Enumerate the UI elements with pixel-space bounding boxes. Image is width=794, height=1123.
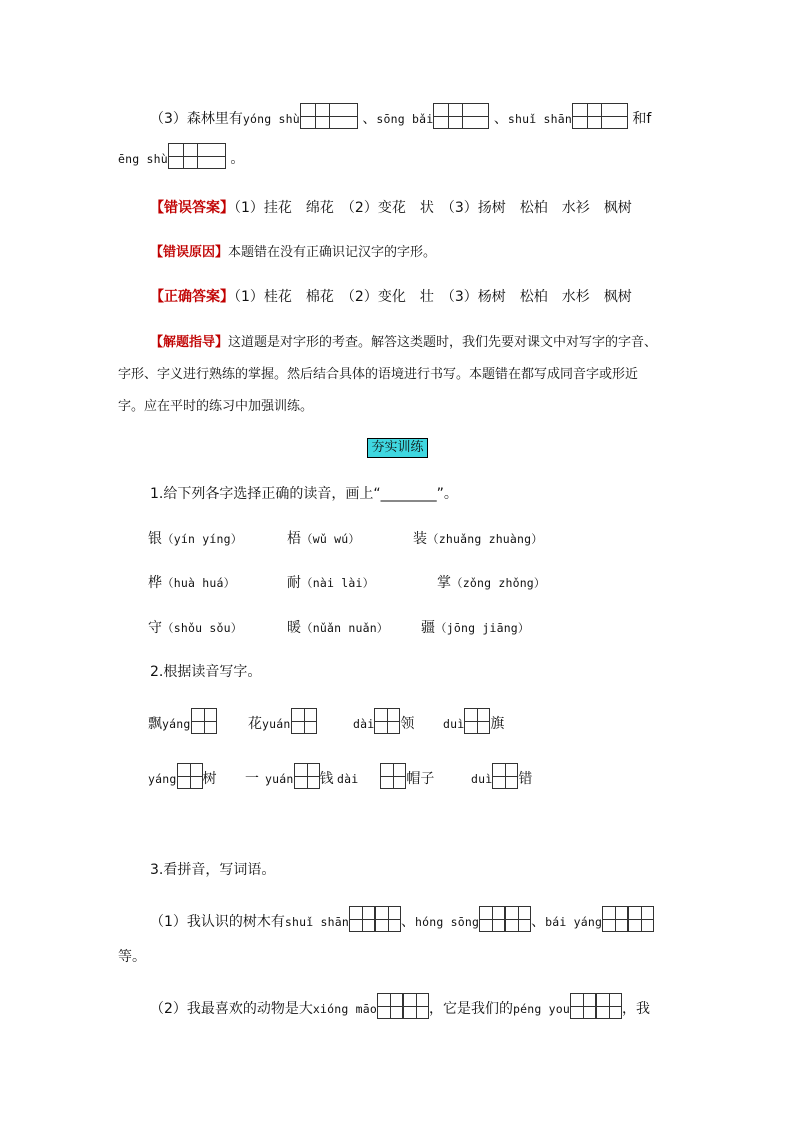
wrong-reason-tag: 【错误原因】	[150, 245, 229, 260]
exercise-3-title: 3.看拼音，写词语。	[150, 862, 276, 878]
write-cell[interactable]	[291, 708, 317, 734]
write-cell[interactable]	[596, 993, 622, 1019]
ex2-item	[248, 708, 317, 734]
write-cell[interactable]	[570, 993, 596, 1019]
write-cell[interactable]	[191, 708, 217, 734]
ex1-pinyin-options[interactable]: （zhuǎng zhuàng）	[427, 532, 544, 546]
ex2-char: 飘	[148, 716, 162, 732]
ex1-pinyin-options[interactable]: （yín yíng）	[162, 532, 243, 546]
write-grid[interactable]	[168, 143, 226, 169]
guide-text: 字形、字义进行熟练的掌握。然后结合具体的语境进行书写。本题错在都写成同音字或形近	[118, 367, 639, 382]
ex1-pinyin-options[interactable]: （wǔ wú）	[301, 532, 361, 546]
write-cell[interactable]	[403, 993, 429, 1019]
pinyin: yáng	[162, 717, 191, 731]
ex1-char: 装	[413, 531, 427, 547]
write-cell[interactable]	[505, 906, 531, 932]
wrong-answer-tag: 【错误答案】	[150, 200, 234, 216]
ex1-row	[287, 529, 360, 549]
pinyin: shuǐ shān	[507, 112, 572, 126]
pinyin: dài	[353, 717, 375, 731]
ex2-char: 帽子	[406, 771, 435, 787]
ex2-char: 一	[245, 771, 259, 787]
guide-line-1	[150, 333, 657, 353]
ex3-text: ，我	[622, 1001, 651, 1017]
ex3-sentence-1	[150, 906, 654, 932]
write-grid[interactable]	[433, 103, 489, 129]
guide-tag: 【解题指导】	[150, 335, 229, 350]
ex1-char: 梧	[287, 531, 301, 547]
ex2-char: 领	[400, 716, 415, 732]
pinyin: xióng māo	[312, 1002, 378, 1016]
ex1-row	[287, 573, 374, 593]
write-cell[interactable]	[177, 763, 203, 789]
ex1-row	[413, 529, 543, 549]
ex2-item	[471, 763, 532, 789]
write-cell[interactable]	[479, 906, 505, 932]
ex2-char: 钱	[319, 771, 334, 787]
section-heading: 夯实训练	[367, 438, 428, 458]
write-cell[interactable]	[492, 763, 518, 789]
pinyin: ēng shù	[118, 152, 168, 166]
wrong-reason	[150, 243, 436, 263]
pinyin: dài	[337, 772, 359, 786]
ex1-pinyin-options[interactable]: （shǒu sǒu）	[162, 621, 243, 635]
ex1-row	[421, 618, 530, 638]
guide-line-3	[118, 397, 313, 417]
ex2-item	[337, 763, 434, 789]
pinyin: péng you	[513, 1002, 571, 1016]
ex2-char: 花	[248, 716, 262, 732]
exercise-2-title: 2.根据读音写字。	[150, 664, 262, 680]
ex2-char: 错	[518, 771, 533, 787]
ex2-item	[148, 763, 217, 789]
guide-line-2	[118, 365, 638, 385]
ex1-row	[148, 618, 242, 638]
write-grid[interactable]	[572, 103, 628, 129]
pinyin: yuán	[265, 772, 294, 786]
ex3-text: （2）我最喜欢的动物是大	[150, 1001, 313, 1017]
ex2-char: 树	[202, 771, 217, 787]
separator: 、	[401, 914, 416, 930]
write-grid[interactable]	[300, 103, 358, 129]
pinyin: yuán	[262, 717, 291, 731]
pinyin: yáng	[148, 772, 177, 786]
ex1-char: 疆	[421, 620, 435, 636]
pinyin: duì	[471, 772, 493, 786]
ex1-pinyin-options[interactable]: （nǔǎn nuǎn）	[301, 621, 389, 635]
pinyin: duì	[443, 717, 465, 731]
guide-text: 字。应在平时的练习中加强训练。	[118, 399, 314, 414]
ex1-row	[148, 529, 242, 549]
pinyin: shuǐ shān	[284, 915, 350, 929]
pinyin: yóng shù	[242, 112, 300, 126]
ex2-item	[148, 708, 217, 734]
q3-prefix: （3）森林里有	[150, 111, 243, 127]
ex1-row	[287, 618, 389, 638]
write-cell[interactable]	[464, 708, 490, 734]
ex1-char: 暖	[287, 620, 301, 636]
write-cell[interactable]	[375, 906, 401, 932]
write-cell[interactable]	[628, 906, 654, 932]
ex2-item	[245, 763, 334, 789]
q3-suffix: 和f	[632, 111, 652, 127]
write-cell[interactable]	[349, 906, 375, 932]
ex2-char: 旗	[490, 716, 505, 732]
write-cell[interactable]	[602, 906, 628, 932]
ex1-char: 银	[148, 531, 162, 547]
ex3-sentence-1-end: 等。	[118, 949, 146, 965]
separator: 、	[531, 914, 546, 930]
ex1-char: 掌	[437, 575, 451, 591]
ex1-char: 桦	[148, 575, 162, 591]
ex1-char: 守	[148, 620, 162, 636]
period: 。	[230, 151, 245, 167]
ex2-item	[443, 708, 504, 734]
wrong-answer	[150, 198, 632, 218]
wrong-answer-text: （1）挂花 绵花 （2）变花 状 （3）扬树 松柏 水衫 枫树	[234, 200, 632, 216]
exercise-1-title: 1.给下列各字选择正确的读音，画上“________”。	[150, 486, 458, 502]
question-3-line	[150, 103, 651, 129]
ex1-pinyin-options[interactable]: （nài lài）	[301, 576, 375, 590]
write-cell[interactable]	[380, 763, 406, 789]
pinyin: bái yáng	[545, 915, 603, 929]
ex1-row	[437, 573, 546, 593]
write-cell[interactable]	[294, 763, 320, 789]
ex3-sentence-2	[150, 993, 650, 1019]
ex1-row	[148, 573, 235, 593]
ex1-char: 耐	[287, 575, 301, 591]
ex1-pinyin-options[interactable]: （huà huá）	[162, 576, 236, 590]
ex2-item	[353, 708, 414, 734]
ex3-text: ，它是我们的	[429, 1001, 514, 1017]
question-3-line-2	[118, 143, 244, 169]
ex1-pinyin-options[interactable]: （jōng jiāng）	[435, 621, 530, 635]
correct-answer	[150, 287, 632, 307]
pinyin: hóng sōng	[415, 915, 480, 929]
correct-answer-tag: 【正确答案】	[150, 289, 234, 305]
write-cell[interactable]	[374, 708, 400, 734]
write-cell[interactable]	[377, 993, 403, 1019]
ex1-pinyin-options[interactable]: （zǒng zhǒng）	[451, 576, 546, 590]
pinyin: sōng bǎi	[376, 112, 434, 126]
wrong-reason-text: 本题错在没有正确识记汉字的字形。	[228, 245, 437, 260]
ex3-text: （1）我认识的树木有	[150, 914, 285, 930]
guide-text: 这道题是对字形的考查。解答这类题时，我们先要对课文中对写字的字音、	[228, 335, 658, 350]
separator: 、	[362, 111, 377, 127]
separator: 、	[493, 111, 508, 127]
correct-answer-text: （1）桂花 棉花 （2）变化 壮 （3）杨树 松柏 水杉 枫树	[234, 289, 632, 305]
